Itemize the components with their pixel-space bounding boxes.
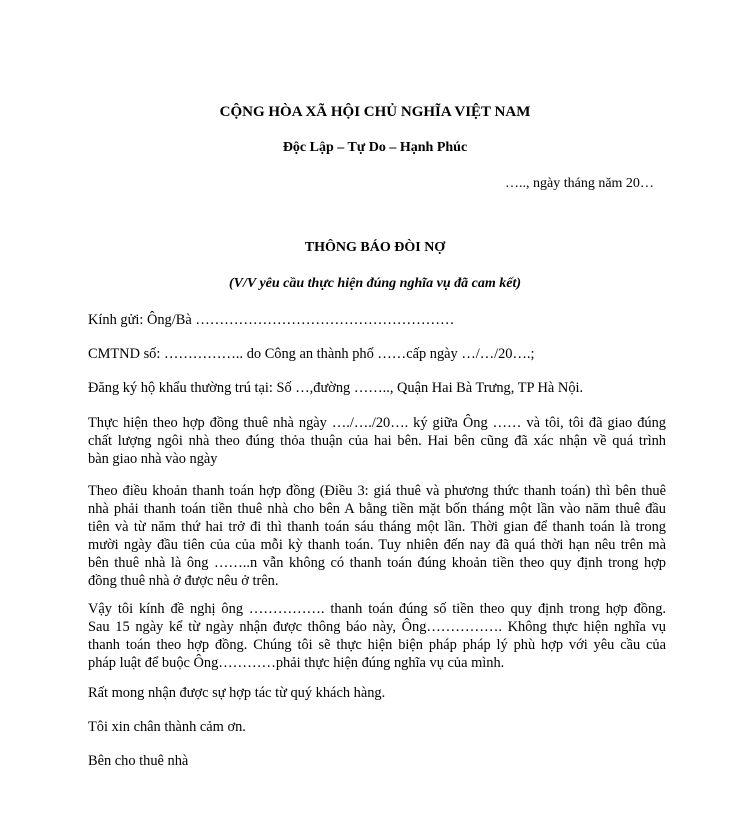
document-subtitle: (V/V yêu cầu thực hiện đúng nghĩa vụ đã cam kết): [228, 276, 522, 291]
paragraph-line: thanh toán theo hợp đồng. Chúng tôi sẽ thực hiện biện pháp pháp lý phù hợp với yêu cầu của: [88, 637, 666, 653]
id-card-line: CMTND số: …………….. do Công an thành phố ……cấp ngày …/…/20….;: [88, 346, 535, 362]
paragraph-line: mười ngày đầu tiên của của mỗi kỳ thanh toán. Tuy nhiên đến nay đã quá thời hạn nêu trên mà: [88, 537, 666, 553]
paragraph-line: nhà phải thanh toán tiền thuê nhà cho bên A bằng tiền mặt bốn tháng một lần vào năm thuê đầu: [88, 501, 666, 517]
paragraph-line: tiên và từ năm thứ hai trở đi thì thanh toán sáu tháng một lần. Thời gian để thanh toán là trong: [88, 519, 666, 535]
paragraph-line: đồng thuê nhà ở được nêu ở trên.: [88, 573, 279, 589]
residence-line: Đăng ký hộ khẩu thường trú tại: Số …,đường …….., Quận Hai Bà Trưng, TP Hà Nội.: [88, 380, 584, 396]
paragraph-contract: [88, 414, 666, 468]
paragraph-line: chất lượng ngôi nhà theo đúng thỏa thuận của hai bên. Hai bên cũng đã xác nhận về quá trình: [88, 433, 666, 449]
document-title: THÔNG BÁO ĐÒI NỢ: [304, 240, 446, 255]
date-line: ….., ngày tháng năm 20…: [505, 176, 654, 191]
paragraph-line: Vậy tôi kính đề nghị ông ……………. thanh toán đúng số tiền theo quy định trong hợp đồng.: [88, 601, 666, 617]
national-motto: Độc Lập – Tự Do – Hạnh Phúc: [282, 140, 468, 155]
paragraph-payment-terms: [88, 482, 666, 590]
closing-cooperation: Rất mong nhận được sự hợp tác từ quý khách hàng.: [88, 685, 386, 701]
signature-label: Bên cho thuê nhà: [88, 753, 189, 769]
paragraph-line: Theo điều khoản thanh toán hợp đồng (Điều 3: giá thuê và phương thức thanh toán) thì bên thuê: [88, 483, 666, 499]
paragraph-line: Sau 15 ngày kể từ ngày nhận được thông báo này, Ông……………. Không thực hiện nghĩa vụ: [88, 619, 666, 635]
paragraph-line: bàn giao nhà vào ngày: [88, 451, 218, 467]
closing-thanks: Tôi xin chân thành cảm ơn.: [88, 719, 246, 735]
paragraph-line: pháp luật để buộc Ông…………phải thực hiện đúng nghĩa vụ của mình.: [88, 655, 505, 671]
national-title: CỘNG HÒA XÃ HỘI CHỦ NGHĨA VIỆT NAM: [219, 104, 531, 120]
paragraph-line: Thực hiện theo hợp đồng thuê nhà ngày …./…./20…. ký giữa Ông …… và tôi, tôi đã giao đúng: [88, 415, 666, 431]
recipient-line: Kính gửi: Ông/Bà ………………………………………………: [88, 312, 455, 328]
paragraph-line: bên thuê nhà là ông ……..n vẫn không có thanh toán đúng khoản tiền theo quy định trong hợp: [88, 555, 666, 571]
paragraph-request: [88, 600, 666, 672]
